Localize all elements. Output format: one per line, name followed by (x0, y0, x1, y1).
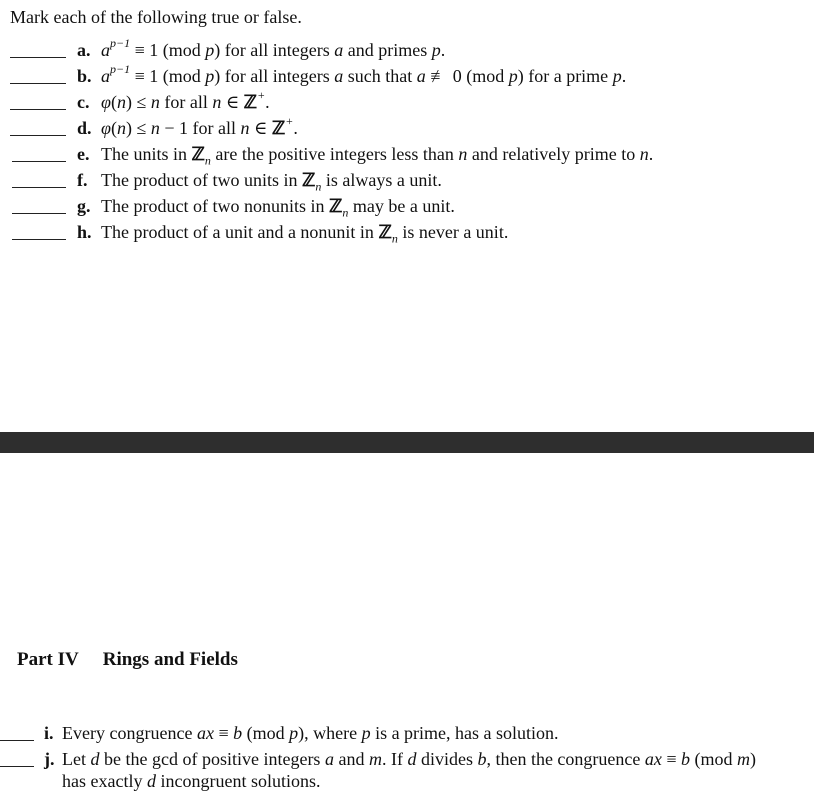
question-item (0, 221, 814, 245)
answer-blank[interactable] (12, 187, 66, 188)
instructions: Mark each of the following true or false. (10, 7, 302, 27)
text-segment: n (240, 118, 250, 138)
question-item (0, 169, 814, 193)
item-statement (62, 722, 559, 744)
answer-blank[interactable] (0, 740, 34, 741)
text-segment: d (407, 749, 417, 769)
text-segment: such that (343, 66, 417, 86)
text-segment: a (101, 66, 110, 86)
text-segment: The product of two units in (101, 170, 302, 190)
question-item (0, 195, 814, 219)
text-segment: and primes (343, 40, 432, 60)
text-segment: n (204, 153, 211, 168)
text-segment: n (315, 179, 322, 194)
text-segment: p (289, 723, 299, 743)
text-segment: p (612, 66, 622, 86)
item-statement-continued (62, 770, 320, 792)
text-segment: ℤ (191, 144, 205, 164)
part-number: Part IV (17, 649, 79, 670)
text-segment: ) ≤ (125, 118, 151, 138)
answer-blank[interactable] (12, 161, 66, 162)
text-segment: + (285, 114, 294, 128)
item-statement (101, 88, 270, 113)
text-segment: may be a unit. (348, 196, 455, 216)
text-segment: has exactly (62, 771, 147, 791)
text-segment: φ (101, 118, 111, 138)
answer-blank[interactable] (10, 83, 66, 84)
text-segment: ), where (298, 723, 362, 743)
text-segment: p (361, 723, 371, 743)
text-segment: for all (159, 92, 213, 112)
text-segment: b (477, 749, 487, 769)
text-segment: ≢ 0 (mod (425, 66, 509, 86)
text-segment: a (101, 40, 110, 60)
text-segment: ax (196, 723, 214, 743)
text-segment: a (324, 749, 334, 769)
text-segment: n (391, 231, 398, 246)
answer-blank[interactable] (0, 766, 34, 767)
text-segment: is a prime, has a solution. (370, 723, 559, 743)
text-segment: + (257, 88, 266, 102)
text-segment: n (150, 92, 160, 112)
text-segment: m (737, 749, 751, 769)
item-label: e. (77, 144, 90, 164)
text-segment: ≡ (661, 749, 682, 769)
text-segment: n (212, 92, 222, 112)
text-segment: Let (62, 749, 91, 769)
text-segment: . (648, 144, 654, 164)
item-label: g. (77, 196, 91, 216)
item-statement (101, 195, 455, 220)
question-item (0, 36, 814, 63)
item-label: f. (77, 170, 88, 190)
text-segment: The product of a unit and a nonunit in (101, 222, 379, 242)
text-segment: ℤ (301, 170, 316, 190)
item-statement (101, 143, 654, 168)
item-label: c. (77, 92, 90, 112)
text-segment: φ (101, 92, 111, 112)
question-item (0, 62, 814, 89)
text-segment: and (333, 749, 369, 769)
answer-blank[interactable] (10, 57, 66, 58)
text-segment: ≡ 1 (mod (130, 40, 206, 60)
text-segment: b (233, 723, 243, 743)
item-label: j. (44, 749, 55, 769)
text-segment: . (293, 118, 298, 138)
text-segment: ) for a prime (517, 66, 613, 86)
text-segment: The product of two nonunits in (101, 196, 329, 216)
text-segment: a (334, 40, 344, 60)
text-segment: n (150, 118, 160, 138)
item-statement (62, 748, 756, 770)
answer-blank[interactable] (10, 135, 66, 136)
question-item (0, 748, 814, 794)
text-segment: . (265, 92, 270, 112)
text-segment: n (116, 92, 126, 112)
question-item (0, 114, 814, 141)
text-segment: m (368, 749, 382, 769)
text-segment: − 1 for all (159, 118, 241, 138)
text-segment: ∈ (221, 92, 244, 112)
text-segment: ℤ (243, 92, 258, 112)
question-item (0, 722, 814, 746)
text-segment: ≡ 1 (mod (130, 66, 206, 86)
page-divider (0, 432, 814, 453)
part-heading (17, 649, 238, 671)
text-segment: . (440, 40, 446, 60)
text-segment: ( (110, 118, 117, 138)
text-segment: n (342, 205, 349, 220)
text-segment: ax (644, 749, 662, 769)
text-segment: p−1 (110, 62, 131, 76)
question-item (0, 88, 814, 115)
text-segment: are the positive integers less than (210, 144, 459, 164)
question-item (0, 143, 814, 167)
text-segment: ) (750, 749, 757, 769)
text-segment: is never a unit. (397, 222, 509, 242)
text-segment: ≡ (213, 723, 234, 743)
text-segment: p (205, 40, 215, 60)
answer-blank[interactable] (12, 239, 66, 240)
text-segment: a (334, 66, 344, 86)
text-segment: n (458, 144, 468, 164)
text-segment: p (431, 40, 441, 60)
text-segment: ( (110, 92, 117, 112)
item-label: d. (77, 118, 92, 138)
text-segment: is always a unit. (321, 170, 442, 190)
item-statement (101, 169, 442, 194)
text-segment: ∈ (249, 118, 272, 138)
text-segment: p (508, 66, 518, 86)
answer-blank[interactable] (12, 213, 66, 214)
item-statement (101, 62, 627, 87)
item-statement (101, 36, 446, 61)
item-statement (101, 114, 298, 139)
item-statement (101, 221, 509, 246)
text-segment: p−1 (110, 36, 131, 50)
text-segment: ) ≤ (125, 92, 151, 112)
text-segment: . (621, 66, 627, 86)
text-segment: ) for all integers (214, 40, 335, 60)
text-segment: be the gcd of positive integers (99, 749, 325, 769)
text-segment: (mod (690, 749, 738, 769)
text-segment: ) for all integers (214, 66, 335, 86)
text-segment: ℤ (328, 196, 343, 216)
text-segment: ℤ (378, 222, 392, 242)
part-title: Rings and Fields (102, 649, 238, 670)
text-segment: a (416, 66, 426, 86)
answer-blank[interactable] (10, 109, 66, 110)
text-segment: b (681, 749, 691, 769)
text-segment: and relatively prime to (467, 144, 640, 164)
text-segment: divides (416, 749, 478, 769)
text-segment: (mod (242, 723, 290, 743)
text-segment: . If (381, 749, 408, 769)
item-label: a. (77, 40, 91, 60)
text-segment: d (146, 771, 156, 791)
text-segment: , then the congruence (486, 749, 645, 769)
item-label: b. (77, 66, 92, 86)
text-segment: Every congruence (62, 723, 197, 743)
text-segment: d (90, 749, 100, 769)
item-label: h. (77, 222, 92, 242)
text-segment: p (205, 66, 215, 86)
item-label: i. (44, 723, 54, 743)
text-segment: n (639, 144, 649, 164)
text-segment: The units in (101, 144, 192, 164)
text-segment: incongruent solutions. (155, 771, 321, 791)
text-segment: n (116, 118, 126, 138)
text-segment: ℤ (271, 118, 286, 138)
